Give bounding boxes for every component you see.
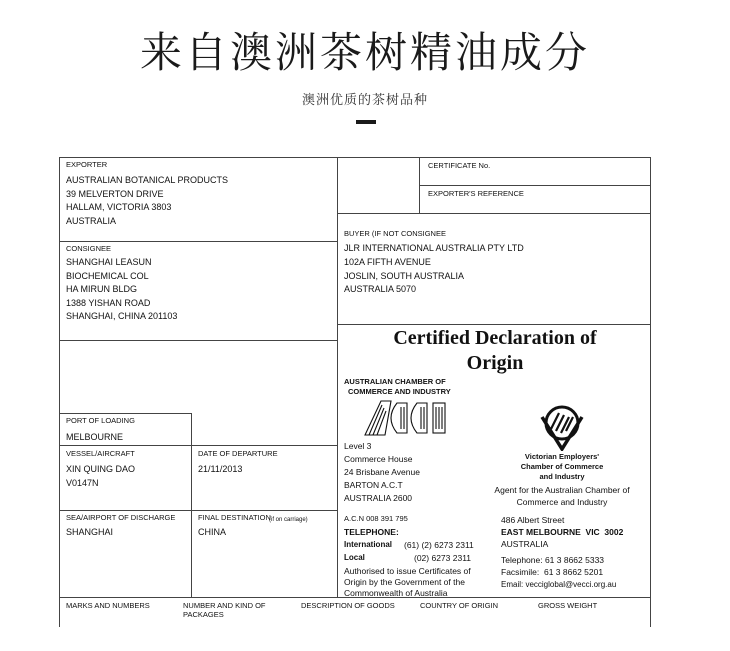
rule	[337, 157, 338, 341]
vecci-address: EAST MELBOURNE VIC 3002	[501, 527, 624, 537]
buyer-line: 102A FIFTH AVENUE	[344, 257, 431, 267]
col-weight: GROSS WEIGHT	[538, 601, 598, 610]
tel-local-label: Local	[344, 553, 365, 562]
frame-top	[59, 157, 651, 158]
exporters-reference-label: EXPORTER'S REFERENCE	[428, 189, 524, 198]
acci-address: 24 Brisbane Avenue	[344, 467, 420, 477]
frame-left	[59, 157, 60, 627]
consignee-line: 1388 YISHAN ROAD	[66, 298, 151, 308]
rule	[59, 340, 338, 341]
port-loading-label: PORT OF LOADING	[66, 416, 135, 425]
tel-international-label: International	[344, 540, 393, 549]
consignee-line: SHANGHAI LEASUN	[66, 257, 152, 267]
declaration-title-origin: Origin	[466, 352, 524, 374]
vecci-agent: Commerce and Industry	[516, 497, 608, 507]
acci-name: COMMERCE AND INDUSTRY	[348, 387, 451, 396]
consignee-label: CONSIGNEE	[66, 244, 112, 253]
exporter-line: 39 MELVERTON DRIVE	[66, 189, 164, 199]
acci-logo	[363, 399, 449, 437]
rule	[59, 241, 338, 242]
vecci-telephone: Telephone: 61 3 8662 5333	[501, 555, 605, 565]
buyer-label: BUYER (IF NOT CONSIGNEE	[344, 229, 446, 238]
vessel-label: VESSEL/AIRCRAFT	[66, 449, 135, 458]
discharge-label: SEA/AIRPORT OF DISCHARGE	[66, 513, 176, 522]
tel-international: (61) (2) 6273 2311	[404, 540, 474, 550]
final-destination-note: (if on carriage)	[269, 517, 308, 523]
vecci-name: Chamber of Commerce	[520, 462, 604, 471]
buyer-line: JLR INTERNATIONAL AUSTRALIA PTY LTD	[344, 243, 524, 253]
exporter-label: EXPORTER	[66, 160, 108, 169]
authorised-line: Authorised to issue Certificates of	[344, 566, 471, 576]
vecci-agent: Agent for the Australian Chamber of	[494, 485, 630, 495]
authorised-line: Commonwealth of Australia	[344, 588, 448, 598]
rule	[59, 445, 338, 446]
acci-name: AUSTRALIAN CHAMBER OF	[344, 377, 446, 386]
exporter-line: AUSTRALIA	[66, 216, 117, 226]
rule	[337, 324, 338, 598]
exporter-line: AUSTRALIAN BOTANICAL PRODUCTS	[66, 175, 229, 185]
consignee-line: HA MIRUN BLDG	[66, 284, 138, 294]
port-loading: MELBOURNE	[66, 432, 124, 442]
rule	[337, 213, 651, 214]
telephone-label: TELEPHONE:	[344, 527, 399, 537]
exporter-line: HALLAM, VICTORIA 3803	[66, 202, 172, 212]
vecci-email: Email: vecciglobal@vecci.org.au	[501, 580, 617, 589]
departure-label: DATE OF DEPARTURE	[198, 449, 278, 458]
rule	[59, 510, 338, 511]
rule	[419, 185, 651, 186]
consignee-line: SHANGHAI, CHINA 201103	[66, 311, 178, 321]
col-description: DESCRIPTION OF GOODS	[301, 601, 395, 610]
consignee-line: BIOCHEMICAL COL	[66, 271, 149, 281]
tel-local: (02) 6273 2311	[414, 553, 472, 563]
departure-date: 21/11/2013	[198, 464, 243, 474]
col-packages: PACKAGES	[183, 610, 224, 619]
authorised-line: Origin by the Government of the	[344, 577, 465, 587]
vecci-name: Victorian Employers'	[524, 452, 600, 461]
final-destination-label: FINAL DESTINATION	[198, 513, 271, 522]
col-country: COUNTRY OF ORIGIN	[420, 601, 499, 610]
acci-address: BARTON A.C.T	[344, 480, 403, 490]
vessel-line: V0147N	[66, 478, 99, 488]
acci-address: Commerce House	[344, 454, 413, 464]
certificate-no-label: CERTIFICATE No.	[428, 161, 491, 170]
final-destination: CHINA	[198, 527, 227, 537]
vecci-address: AUSTRALIA	[501, 539, 549, 549]
acci-address: Level 3	[344, 441, 372, 451]
declaration-title: Certified Declaration of	[393, 327, 597, 349]
col-packages: NUMBER AND KIND OF	[183, 601, 266, 610]
col-marks: MARKS AND NUMBERS	[66, 601, 150, 610]
vecci-facsimile: Facsimile: 61 3 8662 5201	[501, 567, 604, 577]
vecci-address: 486 Albert Street	[501, 515, 565, 525]
acci-address: AUSTRALIA 2600	[344, 493, 413, 503]
page-title: 来自澳洲茶树精油成分	[139, 28, 590, 77]
buyer-line: AUSTRALIA 5070	[344, 284, 417, 294]
vecci-name: and Industry	[539, 472, 585, 481]
page-subtitle: 澳洲优质的茶树品种	[301, 93, 428, 108]
rule	[191, 413, 192, 598]
acci-acn: A.C.N 008 391 795	[344, 514, 408, 523]
vessel-line: XIN QUING DAO	[66, 464, 136, 474]
frame-right	[650, 157, 651, 627]
buyer-line: JOSLIN, SOUTH AUSTRALIA	[344, 271, 465, 281]
rule	[59, 413, 192, 414]
rule	[337, 324, 651, 325]
discharge-port: SHANGHAI	[66, 527, 114, 537]
vecci-logo	[537, 403, 587, 451]
